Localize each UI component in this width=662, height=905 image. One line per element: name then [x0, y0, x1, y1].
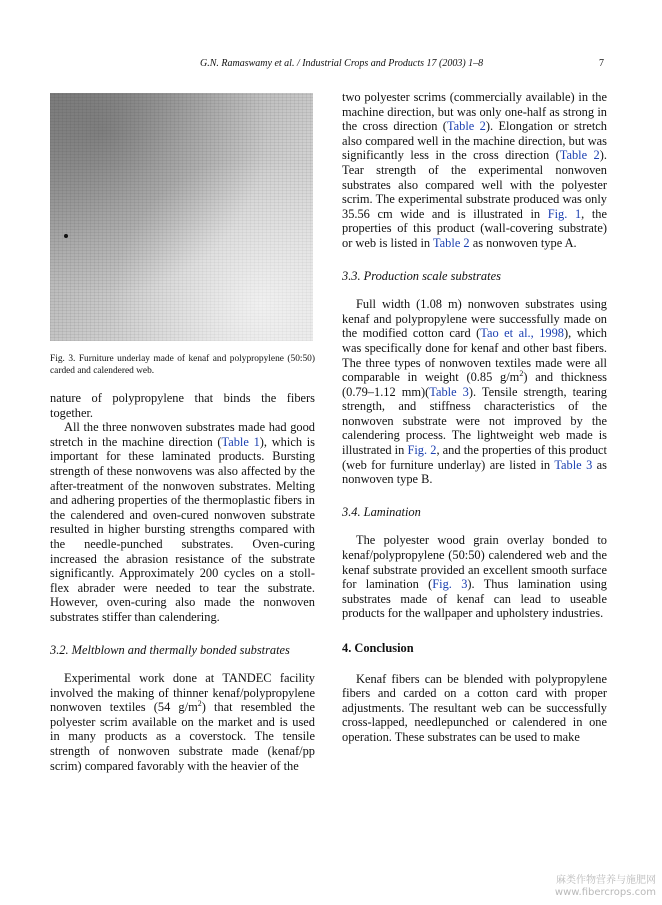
text: Kenaf fibers can be blended with polypropylene fibers and carded on a cotton card with proper adjustments. The resultant web can be successfully cross-lapped, needlepunched or calendered in one operation. These substrates can be used to make [342, 671, 607, 744]
text: , and the properties of this product (web for furniture underlay) are listed in [342, 443, 607, 472]
section-heading-3-4: 3.4. Lamination [342, 504, 421, 519]
paragraph [50, 391, 315, 420]
paragraph [342, 90, 607, 251]
figure-speck [64, 234, 68, 238]
fig-3-link[interactable]: Fig. 3 [432, 577, 468, 592]
text: ). Elongation or stretch also compared well in the machine direction, but was significantly less in the cross direction ( [342, 119, 607, 163]
text: ), which is important for these laminated products. Bursting strength of these nonwovens was also affected by the after-treatment of the nonwoven substrates. Melting and adhering properties of the thermoplastic fibers in the calendered and oven-cured nonwoven substrate resulted in higher bursting strengths compared with the needle-punched substrates. Oven-curing increased the abrasion resistance of the substrate significantly. Approximately 200 cycles on a stoll-flex abrader were needed to tear the substrate. However, oven-curing also made the nonwoven substrates stiffer than calendering. [50, 434, 315, 624]
paragraph [50, 671, 315, 773]
paragraph [342, 533, 607, 621]
text: ), which was specifically done for kenaf and other bast fibers. The three types of nonwoven textiles made were all comparable in weight (0.85 g/m [342, 326, 607, 385]
text: nature of polypropylene that binds the fibers together. [50, 391, 315, 420]
paragraph [342, 297, 607, 487]
text: as nonwoven type A. [469, 235, 577, 250]
table-2-link[interactable]: Table 2 [432, 235, 470, 250]
text: ). Thus lamination using substrates made of kenaf can lead to useable products for the wallpaper and upholstery industries. [342, 577, 608, 621]
page-number: 7 [599, 58, 604, 69]
figure-3-caption: Fig. 3. Furniture underlay made of kenaf and polypropylene (50:50) carded and calendered web. [50, 354, 315, 376]
text: ) and thickness (0.79–1.12 mm)( [342, 370, 607, 399]
watermark [555, 875, 656, 899]
fig-2-link[interactable]: Fig. 2 [407, 443, 437, 458]
text: as nonwoven type B. [342, 457, 607, 487]
watermark-line-2: www.fibercrops.com [554, 887, 656, 898]
section-heading-3-2: 3.2. Meltblown and thermally bonded substrates [50, 642, 290, 657]
section-heading-3-3: 3.3. Production scale substrates [342, 268, 501, 283]
superscript: 2 [197, 699, 202, 709]
table-2-link[interactable]: Table 2 [446, 119, 486, 134]
superscript: 2 [519, 368, 524, 378]
figure-3-image [50, 93, 313, 341]
table-3-link[interactable]: Table 3 [429, 384, 469, 399]
text: , the properties of this product (wall-covering substrate) or web is listed in [342, 206, 607, 250]
table-2-link[interactable]: Table 2 [559, 148, 600, 163]
text: ). Tear strength of the experimental nonwoven substrates also compared well with the polyester scrim. The experimental substrate produced was only 35.56 cm wide and is illustrated in [342, 148, 607, 221]
fig-1-link[interactable]: Fig. 1 [547, 206, 582, 221]
text: The polyester wood grain overlay bonded to kenaf/polypropylene (50:50) calendered web and the kenaf substrate provided an excellent smooth surface for lamination ( [342, 533, 607, 592]
table-3-link[interactable]: Table 3 [554, 457, 593, 472]
watermark-line-1: 麻类作物营养与施肥网 [556, 875, 656, 886]
right-column [342, 90, 607, 745]
text: All the three nonwoven substrates made had good stretch in the machine direction ( [50, 420, 315, 449]
running-header [0, 58, 662, 74]
text: Full width (1.08 m) nonwoven substrates using kenaf and polypropylene were successfully made on the modified cotton card ( [342, 297, 607, 341]
section-heading-4: 4. Conclusion [342, 641, 414, 655]
text: two polyester scrims (commercially available) in the machine direction, but was only one-half as strong in the cross direction ( [342, 90, 607, 134]
paragraph [50, 420, 315, 624]
text: ) that resembled the polyester scrim available on the market and is used in many products as a coverstock. The tensile strength of nonwoven substrate made (kenaf/pp scrim) compared favorably with the heavier of the [50, 700, 315, 773]
running-title: G.N. Ramaswamy et al. / Industrial Crops and Products 17 (2003) 1–8 [200, 58, 484, 69]
text: Experimental work done at TANDEC facility involved the making of thinner kenaf/polypropylene nonwoven textiles (54 g/m [50, 671, 315, 715]
paragraph [342, 672, 607, 745]
table-1-link[interactable]: Table 1 [221, 434, 260, 449]
tao-1998-citation-link[interactable]: Tao et al., 1998 [480, 326, 564, 341]
left-column [50, 93, 315, 773]
text: ). Tensile strength, tearing strength, and stiffness characteristics of the nonwoven substrate were not improved by the calendering process. The lightweight web made is illustrated in [342, 384, 607, 458]
